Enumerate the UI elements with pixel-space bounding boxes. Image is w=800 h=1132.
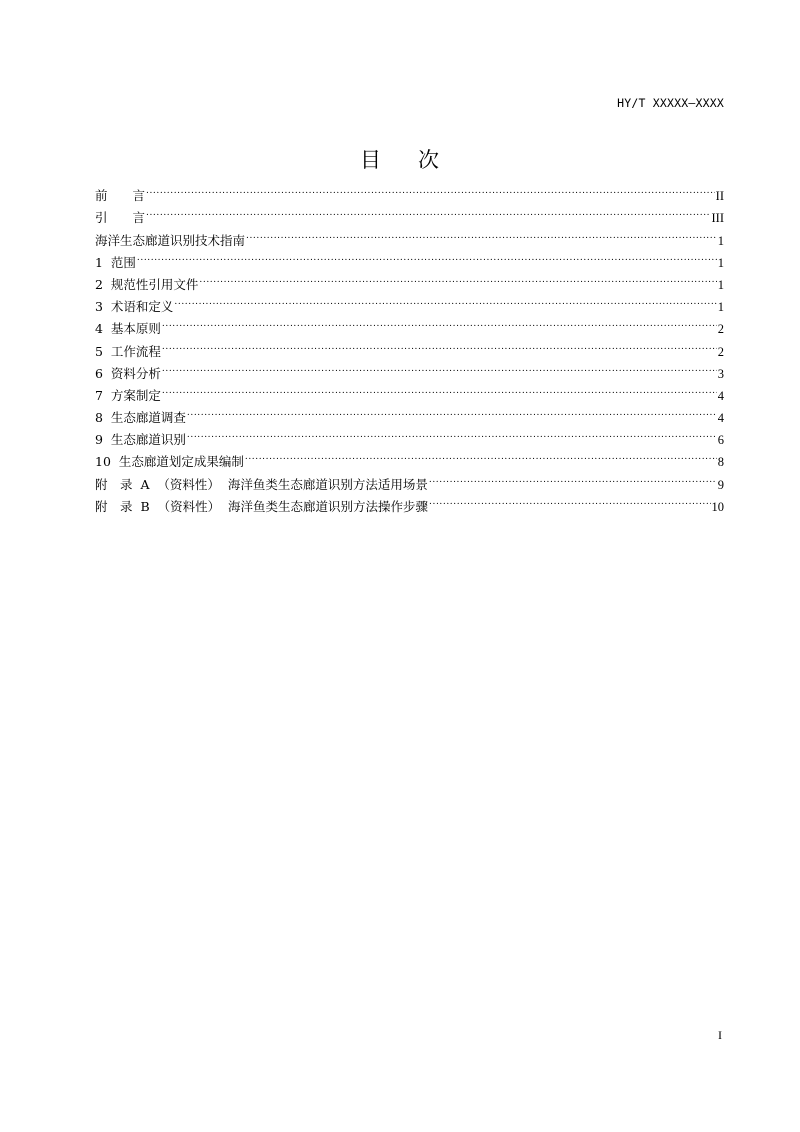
toc-entry-page: 4 (717, 411, 724, 426)
toc-entry-scope[interactable] (95, 245, 724, 270)
toc-entry-page: 1 (717, 300, 724, 315)
toc-entry-page: 2 (717, 344, 724, 359)
toc-leader-dots (245, 444, 717, 466)
title-char-2: 次 (418, 148, 440, 172)
toc-leader-dots (162, 356, 717, 378)
toc-entry-page: 1 (717, 255, 724, 270)
toc-leader-dots (187, 422, 717, 444)
toc-entry-page: 9 (717, 477, 724, 492)
toc-entry-normative-references[interactable] (95, 267, 724, 292)
toc-entry-data-analysis[interactable] (95, 356, 724, 381)
toc-leader-dots (429, 466, 717, 488)
toc-entry-label: 引 言 (95, 210, 146, 226)
toc-entry-label: 6 资料分析 (95, 365, 161, 381)
toc-entry-label: 前 言 (95, 188, 146, 204)
toc-entry-label: 4 基本原则 (95, 321, 161, 337)
toc-entry-page: II (715, 189, 724, 204)
toc-leader-dots (174, 289, 716, 311)
toc-entry-label: 海洋生态廊道识别技术指南 (95, 232, 246, 248)
toc-entry-introduction[interactable] (95, 200, 724, 226)
toc-leader-dots (146, 178, 715, 200)
toc-entry-terms[interactable] (95, 289, 724, 315)
toc-entry-page: 6 (717, 433, 724, 448)
toc-entry-page: III (711, 211, 724, 226)
toc-entry-results[interactable] (95, 444, 724, 470)
toc-entry-label: 3 术语和定义 (95, 299, 174, 315)
toc-leader-dots (246, 222, 717, 244)
toc-entry-page: 2 (717, 322, 724, 337)
toc-entry-identification[interactable] (95, 422, 724, 448)
toc-leader-dots (146, 200, 710, 222)
toc-entry-guide-title[interactable] (95, 222, 724, 248)
toc-entry-label: 7 方案制定 (95, 387, 161, 403)
page-title (0, 144, 800, 174)
document-code: HY/T XXXXX—XXXX (617, 96, 724, 110)
toc-entry-page: 10 (711, 499, 724, 514)
toc-leader-dots (162, 311, 717, 333)
toc-entry-foreword[interactable] (95, 178, 724, 204)
toc-leader-dots (199, 267, 716, 289)
toc-entry-label: 1 范围 (95, 254, 136, 270)
toc-entry-plan[interactable] (95, 378, 724, 403)
title-char-1: 目 (360, 148, 382, 172)
toc-entry-page: 3 (717, 366, 724, 381)
toc-entry-page: 4 (717, 388, 724, 403)
toc-leader-dots (162, 333, 717, 355)
toc-entry-label: 10 生态廊道划定成果编制 (95, 454, 244, 470)
toc-entry-page: 1 (717, 233, 724, 248)
toc-entry-page: 1 (717, 277, 724, 292)
toc-entry-label: 5 工作流程 (95, 343, 161, 359)
toc-entry-workflow[interactable] (95, 333, 724, 359)
toc-leader-dots (187, 400, 717, 422)
page-number: I (718, 1028, 722, 1042)
toc-entry-label: 附 录 A （资料性） 海洋鱼类生态廊道识别方法适用场景 (95, 476, 428, 492)
table-of-contents (95, 178, 724, 514)
toc-entry-label: 2 规范性引用文件 (95, 276, 199, 292)
toc-entry-label: 9 生态廊道识别 (95, 432, 186, 448)
toc-leader-dots (162, 378, 717, 400)
toc-entry-principles[interactable] (95, 311, 724, 337)
toc-entry-label: 附 录 B （资料性） 海洋鱼类生态廊道识别方法操作步骤 (95, 498, 429, 514)
toc-entry-page: 8 (717, 455, 724, 470)
toc-leader-dots (137, 245, 717, 267)
toc-leader-dots (429, 489, 710, 511)
toc-entry-survey[interactable] (95, 400, 724, 426)
toc-entry-label: 8 生态廊道调查 (95, 410, 186, 426)
